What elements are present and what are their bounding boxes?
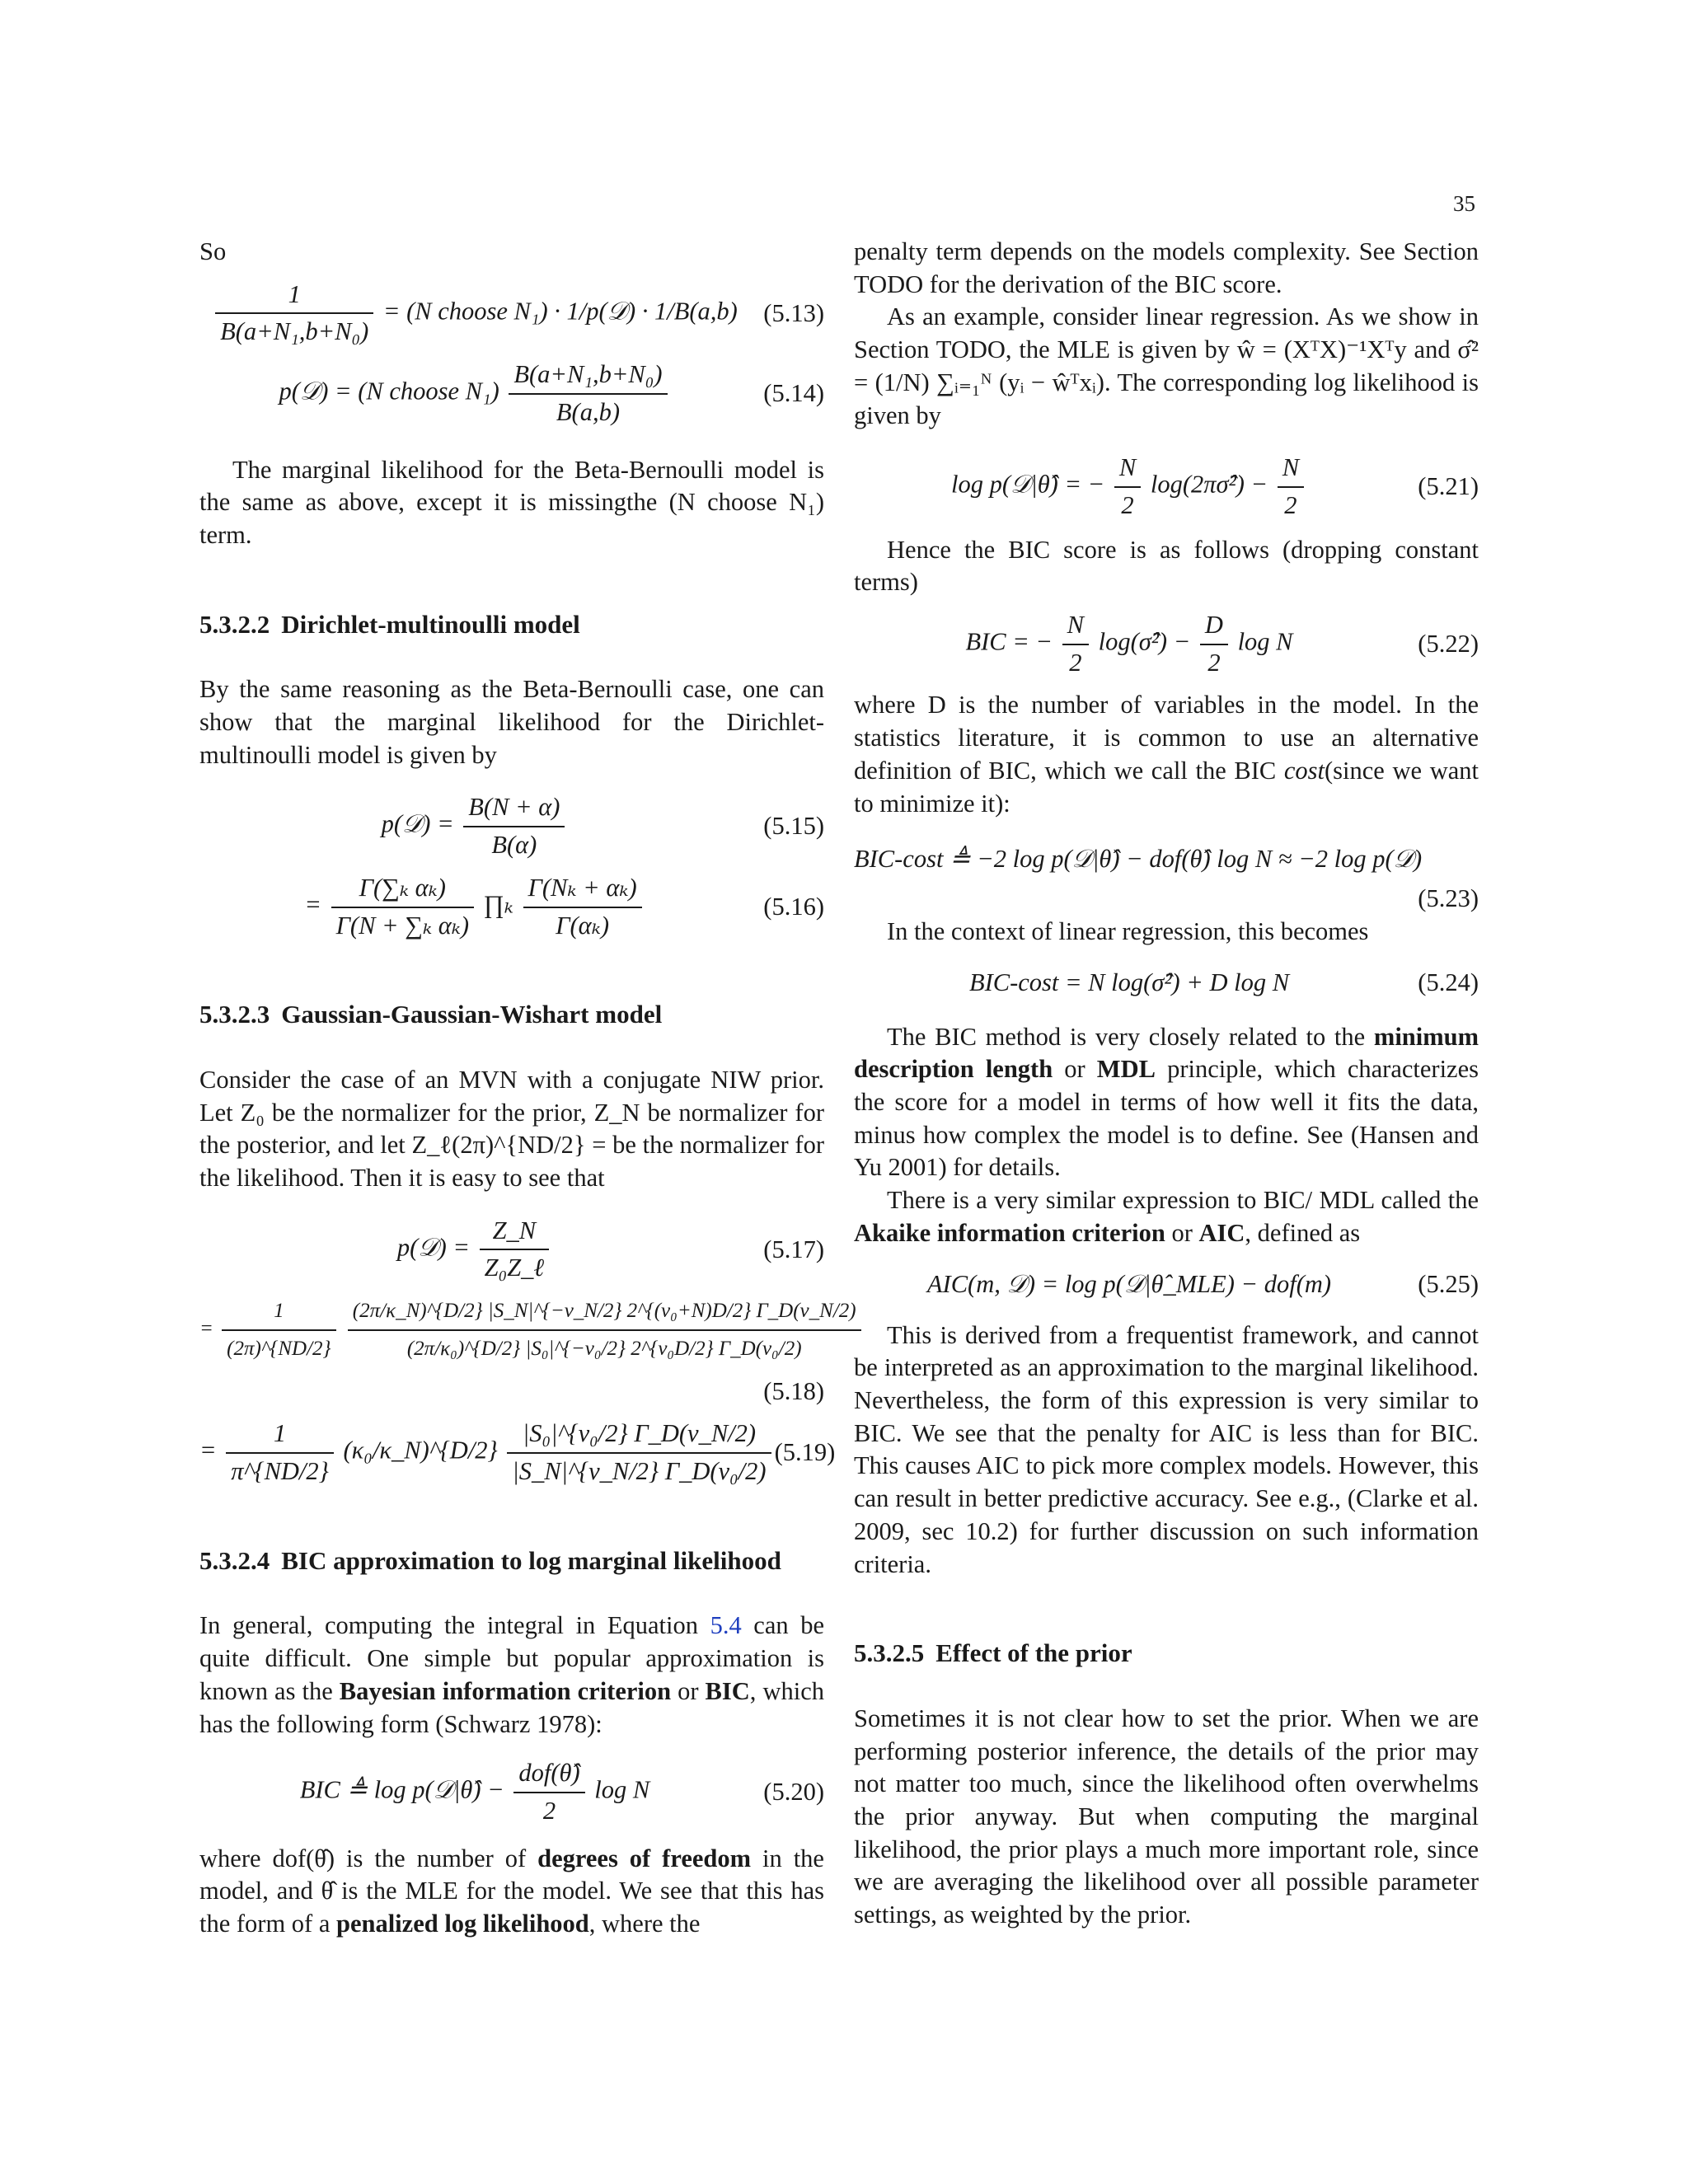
equation-5-14: p(𝒟) = (N choose N₁) $\frac{\text{B(a+N₁,b+N₀)}}{B(a,b)}$ (5.14) bbox=[279, 360, 824, 426]
equation-link-5-4[interactable]: 5.4 bbox=[710, 1611, 742, 1640]
equation-5-20: BIC ≜ log p(𝒟|θ̂) − $\frac{\text{dof(θ̂)}}{2}$ log N (5.20) bbox=[299, 1759, 824, 1825]
para-aic: There is a very similar expression to BIC/ MDL called the Akaike information criterion or AIC, defined as bbox=[854, 1186, 1479, 1247]
para-context: In the context of linear regression, this becomes bbox=[887, 916, 1369, 945]
left-column bbox=[199, 236, 856, 1941]
para-mdl: The BIC method is very closely related to the minimum description length or MDL principle, which characterizes the score for a model in terms of how well it fits the data, minus how complex the model is to define. See (Hansen and Yu 2001) for details. bbox=[854, 1022, 1479, 1182]
para-dirichlet: By the same reasoning as the Beta-Bernoulli case, one can show that the marginal likelihood for the Dirichlet-multinoulli model is given by bbox=[199, 675, 824, 769]
heading-5-3-2-4: 5.3.2.4 BIC approximation to log marginal likelihood bbox=[199, 1545, 781, 1575]
equation-5-17: p(𝒟) = $\frac{Z\_N}{\text{Z₀Z\_ℓ}}$ (5.17) bbox=[396, 1216, 824, 1282]
equation-5-21: log p(𝒟|θ̂) = − $\frac{N}{2}$ log(2πσ̂²) − $\frac{N}{2}$ (5.21) bbox=[950, 453, 1479, 519]
equation-5-13: $\frac{1}{\text{B(a+N₁,b+N₀)}}$ = (N choose N₁) · 1/p(𝒟) · 1/B(a,b) (5.13) bbox=[199, 279, 824, 349]
para-gaussian: Consider the case of an MVN with a conjugate NIW prior. Let Z₀ be the normalizer for the prior, Z_N be normalizer for the posterior, and let Z_ℓ(2π)^{ND/2} = be the normalizer for the likelihood. Then it is easy to see that bbox=[199, 1065, 824, 1193]
heading-5-3-2-3: 5.3.2.3 Gaussian-Gaussian-Wishart model bbox=[199, 1000, 663, 1029]
para-example: As an example, consider linear regression. As we show in Section TODO, the MLE is given by ŵ = (XᵀX)⁻¹Xᵀy and σ̂² = (1/N) ∑ᵢ₌₁ᴺ (yᵢ − ŵᵀxᵢ). The corresponding log likelihood is given by bbox=[854, 302, 1479, 429]
para-penalty: penalty term depends on the models complexity. See Section TODO for the derivation of the BIC score. bbox=[854, 237, 1479, 298]
equation-5-25: AIC(m, 𝒟) = log p(𝒟|θ̂_MLE) − dof(m) (5.25) bbox=[926, 1269, 1479, 1298]
para-dof: where dof(θ̂) is the number of degrees of freedom in the model, and θ̂ is the MLE for the model. We see that this has the form of a penalized log likelihood, where the bbox=[199, 1844, 824, 1938]
para-where-d: where D is the number of variables in the model. In the statistics literature, it is common to use an alternative definition of BIC, which we call the BIC cost(since we want to minimize it): bbox=[854, 691, 1479, 818]
so-text: So bbox=[199, 237, 227, 265]
heading-5-3-2-5: 5.3.2.5 Effect of the prior bbox=[854, 1638, 1132, 1668]
equation-5-24: BIC-cost = N log(σ̂²) + D log N (5.24) bbox=[968, 968, 1479, 996]
para-frequentist: This is derived from a frequentist framework, and cannot be interpreted as an approximation to the marginal likelihood. Nevertheless, the form of this expression is very similar to BIC. We see that the penalty for AIC is less than for BIC. This causes AIC to pick more complex models. However, this can result in better predictive accuracy. See e.g., (Clarke et al. 2009, sec 10.2) for further discussion on such information criteria. bbox=[854, 1320, 1479, 1578]
equation-5-18-tag: (5.18) bbox=[763, 1376, 824, 1405]
para-marginal-bb: The marginal likelihood for the Beta-Bernoulli model is the same as above, except it is missingthe (N choose N₁) term. bbox=[199, 455, 824, 549]
para-hence: Hence the BIC score is as follows (dropping constant terms) bbox=[854, 535, 1479, 597]
equation-5-22: BIC = − $\frac{N}{2}$ log(σ̂²) − $\frac{D}{2}$ log N (5.22) bbox=[965, 611, 1479, 677]
right-column bbox=[854, 236, 1479, 1932]
equation-5-23: BIC-cost ≜ −2 log p(𝒟|θ̂) − dof(θ̂) log N ≈ −2 log p(𝒟) bbox=[854, 845, 1423, 874]
equation-5-18: = $\frac{1}{(2\pi)\^{}\{ND/2\}}$ $\frac{\text{(2π/κ\_N)\textasciicircum{}\{D/2\} |S\_N|\textasciicircum{}\{−ν\_N/2\} 2\textasciicircum{}\{(ν₀+N)D/2\} Γ\_D(ν\_N/2)}}{\text{(2π/κ₀)\textasciicircum{}\{D/2\} |S₀|\textasciicircum{}\{−ν₀/2\} 2\textasciicircum{}\{ν₀D/2\} Γ\_D(ν₀/2)}}$ bbox=[199, 1295, 824, 1365]
para-prior: Sometimes it is not clear how to set the prior. When we are performing posterior inference, the details of the prior may not matter too much, since the likelihood often overwhelms the prior anyway. But when computing the marginal likelihood, the prior plays a much more important role, since we are averaging the likelihood over all possible parameter settings, as weighted by the prior. bbox=[854, 1704, 1479, 1929]
equation-5-16: = $\frac{\text{Γ(∑ₖ αₖ)}}{\text{Γ(N + ∑ₖ αₖ)}}$ ∏ₖ $\frac{\text{Γ(Nₖ + αₖ)}}{\text{Γ(αₖ)}}$ (5.16) bbox=[304, 873, 824, 940]
para-bic: In general, computing the integral in Equation 5.4 can be quite difficult. One simple but popular approximation is known as the Bayesian information criterion or BIC, which has the following form (Schwarz 1978): bbox=[199, 1611, 824, 1738]
equation-5-15: p(𝒟) = $\frac{B(N + \alpha)}{B(\alpha)}$ (5.15) bbox=[381, 793, 824, 860]
page-number: 35 bbox=[1453, 191, 1475, 216]
heading-5-3-2-2: 5.3.2.2 Dirichlet-multinoulli model bbox=[199, 609, 580, 639]
equation-5-23-tag: (5.23) bbox=[1418, 884, 1479, 913]
equation-5-19: = $\frac{1}{\pi\^{}\{ND/2\}}$ (κ₀/κ_N)^{D/2} $\frac{\text{|S₀|\textasciicircum{}\{ν₀/2\} Γ\_D(ν\_N/2)}}{\text{|S\_N|\textasciicircum{}\{ν\_N/2\} Γ\_D(ν₀/2)}}$ (5.19) bbox=[199, 1419, 836, 1485]
